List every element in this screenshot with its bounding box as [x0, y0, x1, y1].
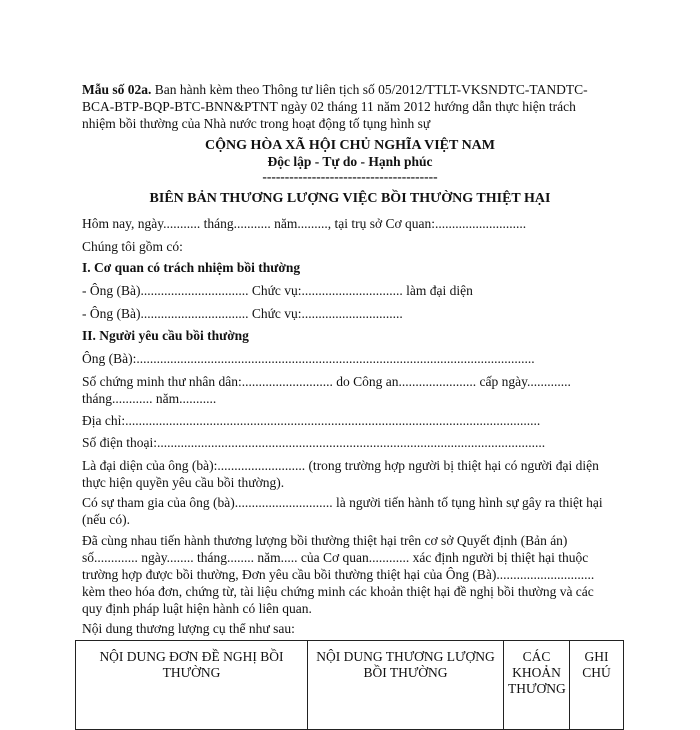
header-note-line2: BCA-BTP-BQP-BTC-BNN&PTNT ngày 02 tháng 11 năm 2012 hướng dẫn thực hiện trách	[82, 99, 576, 114]
document-title: BIÊN BẢN THƯƠNG LƯỢNG VIỆC BỒI THƯỜNG THIỆT HẠI	[149, 191, 551, 206]
negotiation-paragraph: Đã cùng nhau tiến hành thương lượng bồi thường thiệt hại trên cơ sở Quyết định (Bản án) số............. ngày........ tháng........ năm..... của Cơ quan............ xác định người bị thiệt hại thuộc trường hợp được bồi thường, Đơn yêu cầu bồi thường thiệt hại của Ông (Bà)............................. kèm theo hóa đơn, chứng từ, tài liệu chứng minh các khoản thiệt hại đề nghị bồi thường và các quy định pháp luật hiện hành có liên quan.	[82, 533, 595, 616]
table-header-cell: CÁC KHOẢN THƯƠNG	[504, 641, 570, 730]
table-header-cell: NỘI DUNG ĐƠN ĐỀ NGHỊ BỒI THƯỜNG	[76, 641, 308, 730]
content-intro: Nội dung thương lượng cụ thể như sau:	[82, 621, 295, 636]
representative-paragraph: Là đại diện của ông (bà):.......................... (trong trường hợp người bị thiệt hại có người đại diện thực hiện quyền yêu cầu bồi thường).	[82, 458, 599, 490]
attendees-line: Chúng tôi gồm có:	[82, 239, 183, 254]
header-note	[82, 81, 612, 132]
nation-title: CỘNG HÒA XÃ HỘI CHỦ NGHĨA VIỆT NAM	[204, 138, 495, 153]
participant-paragraph: Có sự tham gia của ông (bà)............................. là người tiến hành tố tụng hình sự gây ra thiệt hại (nếu có).	[82, 495, 603, 527]
form-number: Mẫu số 02a.	[82, 82, 152, 97]
table-header-cell: NỘI DUNG THƯƠNG LƯỢNG BỒI THƯỜNG	[308, 641, 504, 730]
table-header-row	[76, 641, 624, 730]
claimant-id-line1: Số chứng minh thư nhân dân:........................... do Công an....................... cấp ngày.............	[82, 374, 571, 389]
section2-heading: II. Người yêu cầu bồi thường	[82, 328, 249, 343]
claimant-phone: Số điện thoại:...................................................................................................................	[82, 435, 546, 450]
header-note-line3: nhiệm bồi thường của Nhà nước trong hoạt động tố tụng hình sự	[82, 116, 431, 131]
section1-rep2: - Ông (Bà)................................ Chức vụ:..............................	[82, 306, 403, 321]
negotiation-table	[75, 640, 624, 730]
section1-heading: I. Cơ quan có trách nhiệm bồi thường	[82, 260, 301, 275]
nation-motto: Độc lập - Tự do - Hạnh phúc	[267, 154, 433, 169]
section1-rep1: - Ông (Bà)................................ Chức vụ:.............................. làm đại diện	[82, 283, 473, 298]
date-line: Hôm nay, ngày........... tháng........... năm........., tại trụ sở Cơ quan:...........................	[82, 216, 527, 231]
table-header-cell: GHI CHÚ	[570, 641, 624, 730]
claimant-name: Ông (Bà):......................................................................................................................	[82, 351, 535, 366]
header-note-line1: Mẫu số 02a. Ban hành kèm theo Thông tư liên tịch số 05/2012/TTLT-VKSNDTC-TANDTC-	[82, 82, 588, 97]
nation-divider: ---------------------------------------	[262, 169, 438, 184]
claimant-id-line2: tháng............ năm...........	[82, 391, 217, 406]
claimant-address: Địa chỉ:...........................................................................................................................	[82, 413, 541, 428]
